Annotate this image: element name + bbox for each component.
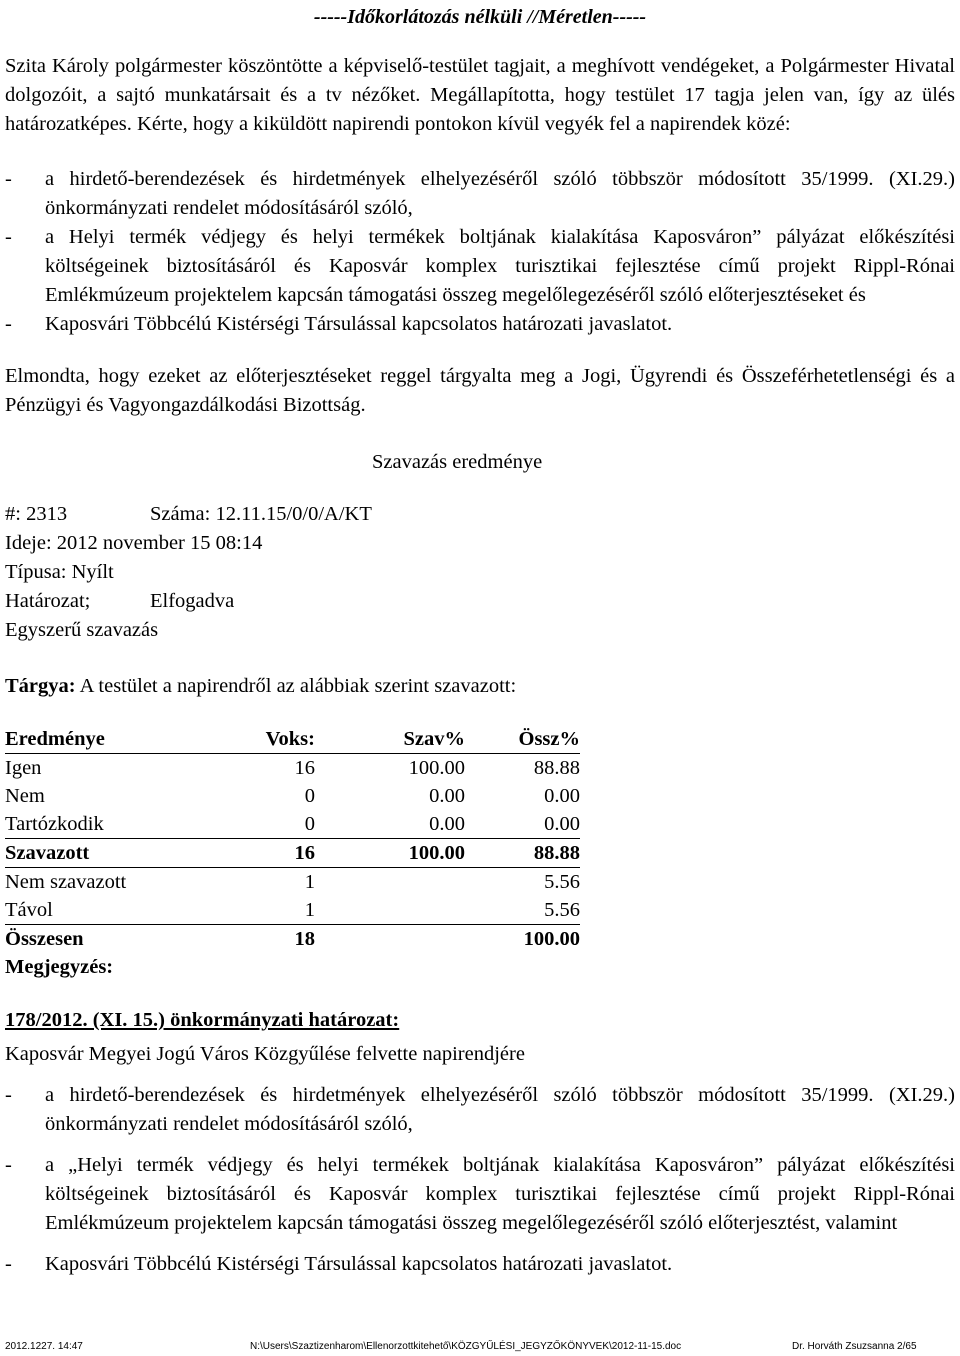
committee-paragraph: Elmondta, hogy ezeket az előterjesztéseket reggel tárgyalta meg a Jogi, Ügyrendi és Összeférhetetlenségi és a Pénzügyi és Vagyongazdálkodási Bizottság. <box>5 365 955 416</box>
table-cell: Igen <box>5 757 42 779</box>
table-cell: Szavazott <box>5 839 215 868</box>
resolution-text: Kaposvár Megyei Jogú Város Közgyűlése felvette napirendjére <box>5 1043 525 1065</box>
list-item <box>5 1250 955 1279</box>
table-cell: 100.00 <box>315 839 465 868</box>
table-row <box>5 782 580 810</box>
table-row <box>5 925 580 954</box>
table-cell: 100.00 <box>408 757 465 779</box>
vote-hatarozat: Határozat; <box>5 590 91 612</box>
table-cell: 16 <box>294 757 315 779</box>
footer-date: 2012.1227. 14:47 <box>5 1341 83 1352</box>
vote-ideje: Ideje: 2012 november 15 08:14 <box>5 532 263 554</box>
dash-bullet: - <box>5 226 12 248</box>
table-cell: 5.56 <box>465 896 580 925</box>
intro-paragraph: Szita Károly polgármester köszöntötte a képviselő-testület tagjait, a meghívott vendégeket, a Polgármester Hivatal dolgozóit, a sajtó munkatársait és a tv nézőket. Megállapította, hogy testület 17 tagja jelen van, így az ülés határozatképes. Kérte, hogy a kiküldött napirendi pontokon kívül vegyék fel a napirendek közé: <box>5 55 955 135</box>
table-cell: Távol <box>5 896 215 925</box>
table-cell: 0.00 <box>465 810 580 839</box>
dash-bullet: - <box>5 1154 12 1176</box>
note-label: Megjegyzés: <box>5 956 114 978</box>
table-cell <box>315 868 465 897</box>
list-item <box>5 1081 955 1139</box>
subject-label: Tárgya: <box>5 675 76 697</box>
table-header-row <box>5 725 580 754</box>
dash-bullet: - <box>5 313 12 335</box>
table-cell: 5.56 <box>544 871 580 893</box>
table-cell: 18 <box>294 928 315 950</box>
table-row <box>5 839 580 868</box>
table-cell: Tartózkodik <box>5 810 215 839</box>
dash-bullet: - <box>5 1084 12 1106</box>
table-row <box>5 868 580 897</box>
table-cell: 88.88 <box>533 757 580 779</box>
table-row <box>5 953 580 981</box>
table-header: Össz% <box>465 725 580 754</box>
table-header: Szav% <box>315 725 465 754</box>
vote-number: #: 2313 <box>5 503 68 525</box>
footer-path: N:\Users\Szaztizenharom\Ellenorzottkitehető\KÖZGYŰLÉSI_JEGYZŐKÖNYVEK\2012-11-15.doc <box>250 1341 682 1352</box>
vote-elfogadva: Elfogadva <box>150 590 235 612</box>
agenda-item-text: a hirdető-berendezések és hirdetmények elhelyezéséről szóló többször módosított 35/1999. (XI.29.) önkormányzati rendelet módosításáról szóló, <box>45 168 955 219</box>
dash-bullet: - <box>5 1253 12 1275</box>
vote-szama: Száma: 12.11.15/0/0/A/KT <box>150 503 372 525</box>
table-header: Eredménye <box>5 725 215 754</box>
list-item <box>5 1151 955 1238</box>
dash-bullet: - <box>5 168 12 190</box>
table-cell: 0.00 <box>429 785 465 807</box>
resolution-item-text: a hirdető-berendezések és hirdetmények elhelyezéséről szóló többször módosított 35/1999. (XI.29.) önkormányzati rendelet módosításáról szóló, <box>45 1084 955 1135</box>
subject-text: A testület a napirendről az alábbiak szerint szavazott: <box>79 675 517 697</box>
vote-subject <box>5 672 516 701</box>
footer-author-page: Dr. Horváth Zsuzsanna 2/65 <box>792 1341 917 1352</box>
agenda-item-text: Kaposvári Többcélú Kistérségi Társulással kapcsolatos határozati javaslatot. <box>45 313 673 335</box>
table-cell: 0 <box>304 785 315 807</box>
vote-meta-row <box>5 587 372 616</box>
table-cell: 0.00 <box>544 785 580 807</box>
table-cell: 1 <box>304 871 315 893</box>
vote-result-table <box>5 725 580 981</box>
agenda-item-text: a Helyi termék védjegy és helyi termékek boltjának kialakítása Kaposváron” pályázat előkészítési költségeinek biztosításáról és Kaposvár komplex turisztikai fejlesztése című projekt Rippl-Rónai Emlékmúzeum projektelem kapcsán támogatási összeg megelőlegezéséről szóló előterjesztéseket és <box>45 226 955 306</box>
table-header: Voks: <box>215 725 315 754</box>
table-row <box>5 810 580 839</box>
table-cell: Nem <box>5 785 45 807</box>
vote-meta-row <box>5 500 372 529</box>
table-cell: 16 <box>215 839 315 868</box>
table-cell: 100.00 <box>523 928 580 950</box>
vote-result-title: Szavazás eredménye <box>372 451 543 473</box>
table-row <box>5 754 580 783</box>
table-cell: 1 <box>215 896 315 925</box>
vote-tipusa: Típusa: Nyílt <box>5 561 114 583</box>
table-cell: 0 <box>215 810 315 839</box>
table-cell: 0.00 <box>315 810 465 839</box>
resolution-item-text: Kaposvári Többcélú Kistérségi Társulással kapcsolatos határozati javaslatot. <box>45 1253 673 1275</box>
agenda-list <box>5 165 955 339</box>
list-item <box>5 223 955 310</box>
vote-egyszeru: Egyszerű szavazás <box>5 619 159 641</box>
list-item <box>5 310 955 339</box>
resolution-list <box>5 1081 955 1291</box>
list-item <box>5 165 955 223</box>
table-row <box>5 896 580 925</box>
table-cell: 88.88 <box>465 839 580 868</box>
resolution-item-text: a „Helyi termék védjegy és helyi termékek boltjának kialakítása Kaposváron” pályázat előkészítési költségeinek biztosításáról és Kaposvár komplex turisztikai fejlesztése című projekt Rippl-Rónai Emlékmúzeum projektelem kapcsán támogatási összeg megelőlegezéséről szóló előterjesztést, valamint <box>45 1154 955 1234</box>
table-cell <box>315 896 465 925</box>
table-cell: Nem szavazott <box>5 871 127 893</box>
table-cell: Összesen <box>5 928 84 950</box>
document-header: -----Időkorlátozás nélküli //Méretlen----- <box>313 6 647 28</box>
vote-meta <box>5 500 372 645</box>
resolution-title: 178/2012. (XI. 15.) önkormányzati határozat: <box>5 1009 400 1031</box>
table-cell <box>315 925 465 954</box>
